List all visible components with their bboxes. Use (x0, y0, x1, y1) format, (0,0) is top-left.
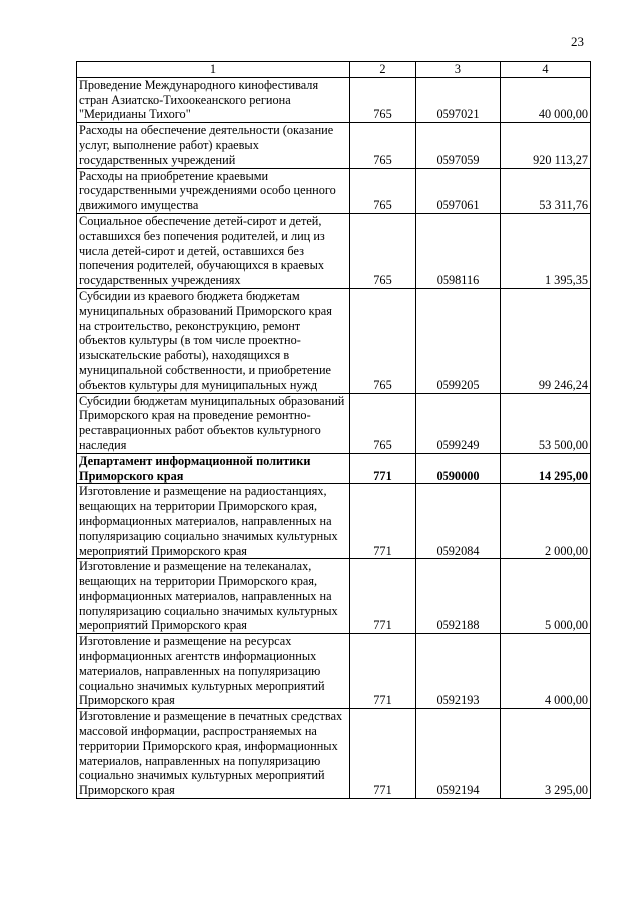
table-row (77, 453, 591, 484)
row-amount-cell: 5 000,00 (501, 559, 591, 634)
page-number: 23 (571, 34, 584, 49)
row-amount-cell: 53 311,76 (501, 168, 591, 213)
row-amount-cell: 99 246,24 (501, 288, 591, 393)
row-target-article-cell: 0598116 (416, 213, 501, 288)
row-department-code-cell: 771 (350, 634, 416, 709)
row-department-code-cell: 765 (350, 168, 416, 213)
budget-table (76, 61, 591, 799)
table-row (77, 123, 591, 168)
column-header-amount: 4 (501, 62, 591, 78)
row-name-cell: Расходы на приобретение краевыми государственными учреждениями особо ценного движимого имущества (77, 168, 350, 213)
table-header-row (77, 62, 591, 78)
row-amount-cell: 1 395,35 (501, 213, 591, 288)
column-header-name: 1 (77, 62, 350, 78)
row-target-article-cell: 0597021 (416, 77, 501, 122)
row-name-cell: Расходы на обеспечение деятельности (оказание услуг, выполнение работ) краевых государственных учреждений (77, 123, 350, 168)
table-body (77, 77, 591, 798)
row-department-code-cell: 765 (350, 288, 416, 393)
row-name-cell: Изготовление и размещение на радиостанциях, вещающих на территории Приморского края, информационных материалов, направленных на популяризацию социально значимых культурных мероприятий Приморского края (77, 484, 350, 559)
row-target-article-cell: 0590000 (416, 453, 501, 484)
row-department-code-cell: 765 (350, 393, 416, 453)
row-target-article-cell: 0592194 (416, 709, 501, 799)
row-amount-cell: 14 295,00 (501, 453, 591, 484)
row-target-article-cell: 0592084 (416, 484, 501, 559)
column-header-department-code: 2 (350, 62, 416, 78)
row-department-code-cell: 765 (350, 123, 416, 168)
row-target-article-cell: 0599205 (416, 288, 501, 393)
row-name-cell: Субсидии из краевого бюджета бюджетам муниципальных образований Приморского края на строительство, реконструкцию, ремонт объектов культуры (в том числе проектно-изыскательские работы), находящихся в муниципальной собственности, и приобретение объектов культуры для муниципальных нужд (77, 288, 350, 393)
column-header-target-article: 3 (416, 62, 501, 78)
row-target-article-cell: 0592193 (416, 634, 501, 709)
table-row (77, 288, 591, 393)
table-row (77, 634, 591, 709)
row-amount-cell: 3 295,00 (501, 709, 591, 799)
row-department-code-cell: 765 (350, 77, 416, 122)
row-name-cell: Изготовление и размещение в печатных средствах массовой информации, распространяемых на территории Приморского края, информационных материалов, направленных на популяризацию социально значимых культурных мероприятий Приморского края (77, 709, 350, 799)
row-name-cell: Изготовление и размещение на телеканалах, вещающих на территории Приморского края, информационных материалов, направленных на популяризацию социально значимых культурных мероприятий Приморского края (77, 559, 350, 634)
table-row (77, 213, 591, 288)
row-target-article-cell: 0592188 (416, 559, 501, 634)
row-target-article-cell: 0597061 (416, 168, 501, 213)
row-amount-cell: 2 000,00 (501, 484, 591, 559)
row-department-code-cell: 771 (350, 709, 416, 799)
table-row (77, 559, 591, 634)
table-row (77, 484, 591, 559)
row-amount-cell: 4 000,00 (501, 634, 591, 709)
table-row (77, 709, 591, 799)
row-amount-cell: 920 113,27 (501, 123, 591, 168)
row-name-cell: Проведение Международного кинофестиваля стран Азиатско-Тихоокеанского региона "Меридианы Тихого" (77, 77, 350, 122)
row-department-code-cell: 771 (350, 559, 416, 634)
row-amount-cell: 40 000,00 (501, 77, 591, 122)
row-department-code-cell: 771 (350, 484, 416, 559)
row-amount-cell: 53 500,00 (501, 393, 591, 453)
row-name-cell: Изготовление и размещение на ресурсах информационных агентств информационных материалов, направленных на популяризацию социально значимых культурных мероприятий Приморского края (77, 634, 350, 709)
row-target-article-cell: 0599249 (416, 393, 501, 453)
table-row (77, 77, 591, 122)
row-name-cell: Субсидии бюджетам муниципальных образований Приморского края на проведение ремонтно-реставрационных работ объектов культурного наследия (77, 393, 350, 453)
row-name-cell: Департамент информационной политики Приморского края (77, 453, 350, 484)
table-row (77, 168, 591, 213)
row-department-code-cell: 765 (350, 213, 416, 288)
row-department-code-cell: 771 (350, 453, 416, 484)
table-row (77, 393, 591, 453)
row-target-article-cell: 0597059 (416, 123, 501, 168)
row-name-cell: Социальное обеспечение детей-сирот и детей, оставшихся без попечения родителей, и лиц из числа детей-сирот и детей, оставшихся без попечения родителей, обучающихся в краевых государственных учреждениях (77, 213, 350, 288)
